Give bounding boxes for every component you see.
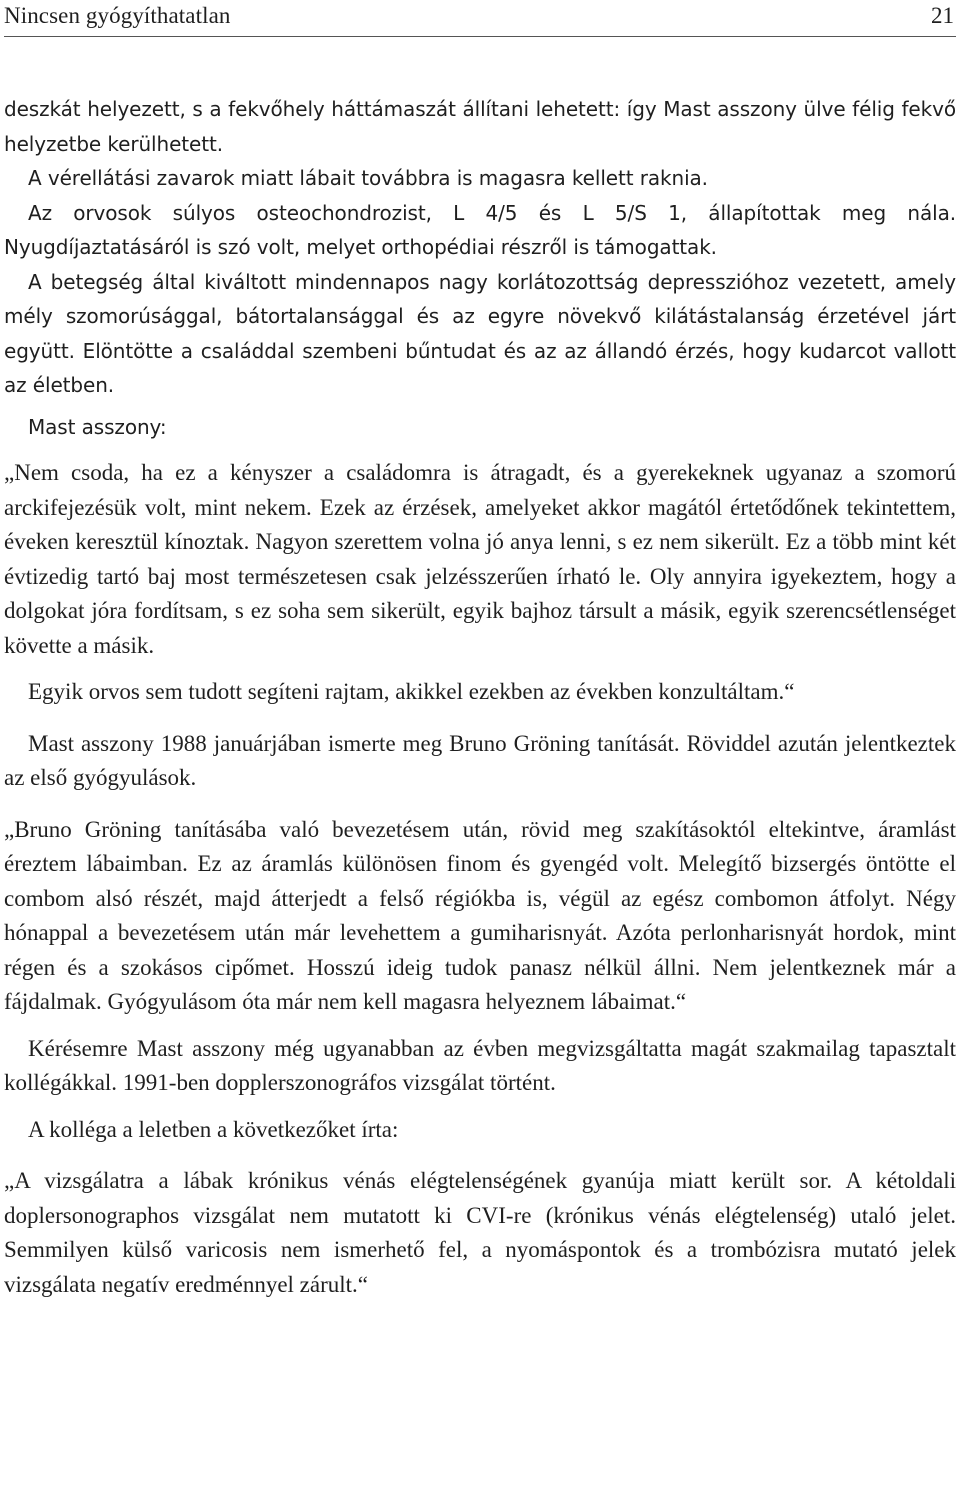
running-header-title: Nincsen gyógyíthatatlan: [4, 3, 231, 28]
quote-healing: „Bruno Gröning tanításába való bevezetésem után, rövid meg szakításoktól eltekintve, áramlást éreztem lábaimban. Ez az áramlás különösen finom és gyengéd volt. Melegítő bizsergés öntötte el combom alsó részét, majd átterjedt a felső régiókba is, végül az egész combomon átfolyt. Négy hónappal a bevezetésem után már levehettem a gumiharisnyát. Azóta perlonharisnyát hordok, mint régen és a szokásos cipőmet. Hosszú ideig tudok panasz nélkül állni. Nem jelentkeznek már a fájdalmak. Gyógyulásom óta már nem kell magasra helyeznem lábaimat.“: [4, 816, 956, 1014]
paragraph-depression: A betegség által kiváltott mindennapos nagy korlátozottság depresszióhoz vezetett, amely mély szomorúsággal, bátortalansággal és az egyre növekvő kilátástalanság érzetével járt együtt. Elöntötte a családdal szembeni bűntudat és az az állandó érzés, hogy kudarcot vallott az életben.: [4, 269, 956, 397]
quote-testimony-1: „Nem csoda, ha ez a kényszer a családomra is átragadt, és a gyerekeknek ugyanaz a szomorú arckifejezésük volt, mint nekem. Ezek az érzések, amelyeket akkor magától értetődőnek tekintettem, éveken keresztül kínoztak. Nagyon szerettem volna jó anya lenni, s ez nem sikerült. Ez a több mint két évtizedig tartó baj most természetesen csak jelzésszerűen írható le. Oly annyira igyekeztem, hogy a dolgokat jóra fordítsam, s ez soha sem sikerült, egyik bajhoz társult a másik, egyik szerencsétlenséget követte a másik.: [4, 460, 956, 658]
running-header: [4, 0, 956, 37]
quote-testimony-2: Egyik orvos sem tudott segíteni rajtam, akikkel ezekben az években konzultáltam.“: [28, 679, 795, 704]
paragraph-examination: Kérésemre Mast asszony még ugyanabban az évben megvizsgáltatta magát szakmailag tapasztalt kollégákkal. 1991-ben dopplerszonográfos vizsgálat történt.: [4, 1035, 956, 1095]
page-number: 21: [931, 3, 954, 28]
paragraph-circulation: A vérellátási zavarok miatt lábait továbbra is magasra kellett raknia.: [28, 166, 708, 190]
paragraph-colleague: A kolléga a leletben a következőket írta:: [28, 1116, 399, 1142]
paragraph-groening: Mast asszony 1988 januárjában ismerte meg Bruno Gröning tanítását. Röviddel azután jelentkeztek az első gyógyulások.: [4, 730, 956, 790]
quote-findings: „A vizsgálatra a lábak krónikus vénás elégtelenségének gyanúja miatt került sor. A kétoldali doplersonographos vizsgálat nem mutatott ki CVI-re (krónikus vénás elégtelenség) utaló jelet. Semmilyen külső varicosis nem ismerhető fel, a nyomáspontok és a trombózisra mutató jelek vizsgálata negatív eredménnyel zárult.“: [4, 1168, 956, 1297]
paragraph-diagnosis: Az orvosok súlyos osteochondrozist, L 4/5 és L 5/S 1, állapítottak meg nála. Nyugdíjaztatásáról is szó volt, melyet orthopédiai részről is támogattak.: [4, 200, 956, 259]
paragraph-continuation: deszkát helyezett, s a fekvőhely háttámaszát állítani lehetett: így Mast asszony ülve félig fekvő helyzetbe kerülhetett.: [4, 97, 956, 156]
paragraph-speaker: Mast asszony:: [28, 414, 167, 439]
page-body: [4, 37, 956, 1302]
book-page: [4, 0, 956, 1302]
